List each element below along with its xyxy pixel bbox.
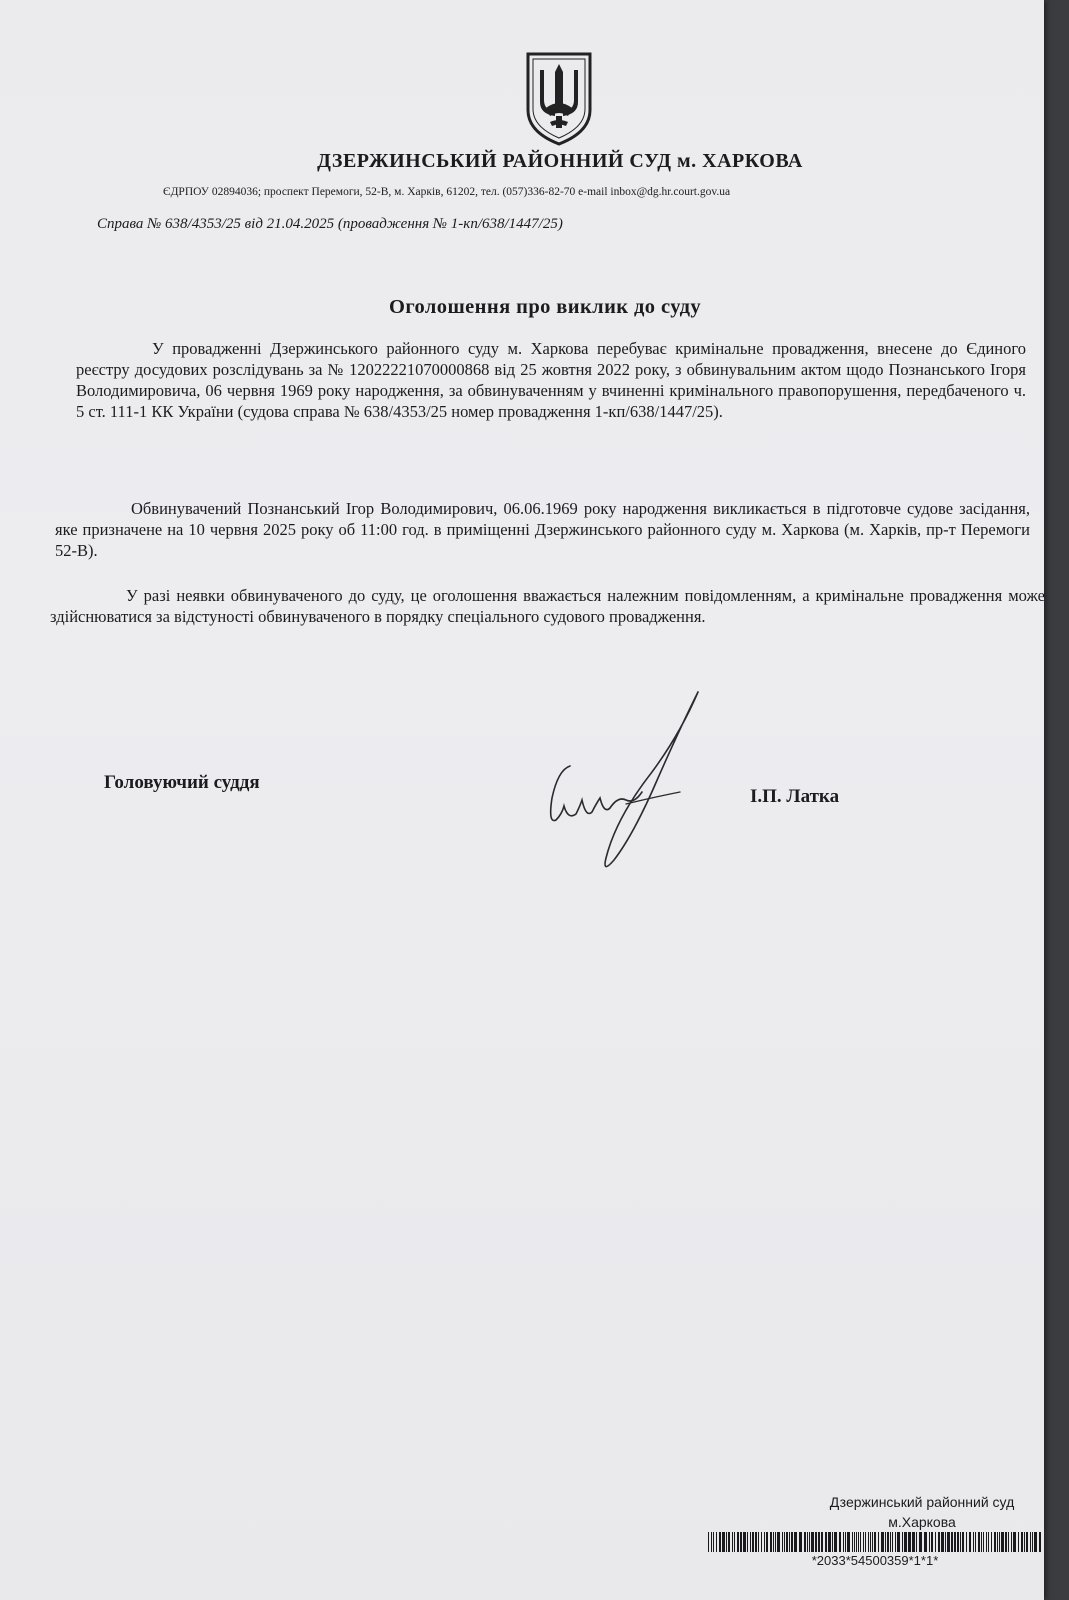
barcode-bar — [743, 1532, 746, 1552]
barcode-bar — [874, 1532, 876, 1552]
barcode-bar — [708, 1532, 709, 1552]
barcode-bar — [758, 1532, 759, 1552]
barcode-bar — [777, 1532, 780, 1552]
barcode-bar — [865, 1532, 866, 1552]
barcode-bar — [726, 1532, 727, 1552]
barcode-bar — [1024, 1532, 1025, 1552]
barcode-bar — [947, 1532, 950, 1552]
barcode-bar — [988, 1532, 989, 1552]
barcode-bar — [983, 1532, 984, 1552]
barcode-bar — [966, 1532, 967, 1552]
barcode-bar — [770, 1532, 772, 1552]
barcode-bar — [794, 1532, 797, 1552]
barcode-bar — [752, 1532, 754, 1552]
barcode-bar — [1013, 1532, 1016, 1552]
barcode-bar — [945, 1532, 946, 1552]
barcode-bar — [786, 1532, 788, 1552]
barcode-bar — [991, 1532, 992, 1552]
court-name-heading: ДЗЕРЖИНСЬКИЙ РАЙОННИЙ СУД м. ХАРКОВА — [317, 150, 803, 172]
barcode-bar — [828, 1532, 831, 1552]
barcode-bar — [916, 1532, 917, 1552]
notice-paragraph: У провадженні Дзержинського районного суду м. Харкова перебуває кримінальне провадження, внесене до Єдиного реєстру досудових розслідувань за № 12022221070000868 від 25 жовтня 2022 року, з обвинувальним актом щодо Познанського Ігоря Володимировича, 06 червня 1969 року народження, за обвинуваченням у вчиненні кримінального правопорушення, передбаченого ч. 5 ст. 111-1 КК України (судова справа № 638/4353/25 номер провадження 1-кп/638/1447/25). — [76, 339, 1026, 421]
barcode-bar — [722, 1532, 725, 1552]
handwritten-signature — [530, 688, 720, 888]
barcode-bar — [755, 1532, 757, 1552]
notice-title: Оголошення про виклик до суду — [388, 296, 701, 318]
barcode-bar — [887, 1532, 889, 1552]
barcode-bar — [1030, 1532, 1031, 1552]
barcode-bar — [825, 1532, 827, 1552]
barcode-bar — [815, 1532, 817, 1552]
barcode-bar — [997, 1532, 998, 1552]
barcode-bar — [1008, 1532, 1009, 1552]
barcode-bar — [978, 1532, 980, 1552]
barcode-bar — [834, 1532, 837, 1552]
coat-of-arms-icon — [522, 48, 596, 148]
barcode-bar — [854, 1532, 855, 1552]
barcode-bar — [994, 1532, 996, 1552]
barcode-bar — [839, 1532, 841, 1552]
barcode-bar — [931, 1532, 933, 1552]
barcode-bar — [845, 1532, 846, 1552]
barcode-bar — [872, 1532, 873, 1552]
barcode-bar — [924, 1532, 927, 1552]
barcode-bar — [1005, 1532, 1007, 1552]
barcode-bar — [789, 1532, 790, 1552]
barcode-bar — [969, 1532, 971, 1552]
barcode-bar — [856, 1532, 857, 1552]
barcode-number: *2033*54500359*1*1* — [811, 1553, 939, 1568]
signatory-name: І.П. Латка — [750, 786, 840, 807]
barcode-bar — [897, 1532, 900, 1552]
barcode-bar — [902, 1532, 903, 1552]
barcode-bar — [766, 1532, 768, 1552]
barcode-bar — [719, 1532, 721, 1552]
barcode-bar — [811, 1532, 814, 1552]
court-stamp-text — [800, 1492, 1044, 1532]
barcode-bar — [908, 1532, 911, 1552]
court-contacts: ЄДРПОУ 02894036; проспект Перемоги, 52-В, м. Харків, 61202, тел. (057)336-82-70 e-mail inbox@dg.hr.court.gov.ua — [163, 186, 731, 198]
barcode-bar — [935, 1532, 936, 1552]
barcode-bar — [821, 1532, 823, 1552]
notice-paragraph: У разі неявки обвинуваченого до суду, це оголошення вважається належним повідомленням, а кримінальне провадження може здійснюватися за відстуності обвинуваченого в порядку спеціального судового провадження. — [50, 586, 1045, 626]
barcode-bar — [962, 1532, 964, 1552]
barcode-bar — [799, 1532, 802, 1552]
barcode-bar — [975, 1532, 976, 1552]
barcode-bar — [740, 1532, 742, 1552]
barcode-bar — [885, 1532, 886, 1552]
barcode-bar — [951, 1532, 953, 1552]
barcode-bar — [784, 1532, 785, 1552]
barcode-bar — [904, 1532, 907, 1552]
barcode — [708, 1532, 1042, 1552]
court-stamp-line: Дзержинський районний суд — [829, 1494, 1015, 1510]
barcode-bar — [863, 1532, 864, 1552]
barcode-bar — [747, 1532, 748, 1552]
barcode-bar — [929, 1532, 930, 1552]
barcode-bar — [734, 1532, 735, 1552]
signatory-title: Головуючий суддя — [104, 772, 260, 793]
barcode-bar — [892, 1532, 893, 1552]
barcode-bar — [791, 1532, 793, 1552]
barcode-bar — [713, 1532, 714, 1552]
barcode-bar — [868, 1532, 869, 1552]
notice-paragraph: Обвинувачений Познанський Ігор Володимирович, 06.06.1969 року народження викликається в підготовче судове засідання, яке призначене на 10 червня 2025 року об 11:00 год. в приміщенні Дзержинського районного суду м. Харкова (м. Харків, пр-т Перемоги 52-В). — [55, 499, 1030, 560]
barcode-bar — [1018, 1532, 1019, 1552]
barcode-bar — [832, 1532, 833, 1552]
barcode-bar — [773, 1532, 774, 1552]
barcode-bar — [847, 1532, 850, 1552]
barcode-bar — [981, 1532, 982, 1552]
barcode-bar — [1011, 1532, 1012, 1552]
barcode-bar — [919, 1532, 922, 1552]
barcode-bar — [999, 1532, 1000, 1552]
barcode-bar — [843, 1532, 844, 1552]
barcode-bar — [716, 1532, 717, 1552]
barcode-bar — [912, 1532, 915, 1552]
barcode-bar — [878, 1532, 879, 1552]
barcode-bar — [775, 1532, 776, 1552]
barcode-bar — [809, 1532, 810, 1552]
barcode-bar — [737, 1532, 739, 1552]
barcode-bar — [890, 1532, 891, 1552]
barcode-bar — [1026, 1532, 1028, 1552]
barcode-bar — [960, 1532, 961, 1552]
barcode-bar — [881, 1532, 884, 1552]
barcode-bar — [895, 1532, 896, 1552]
barcode-bar — [954, 1532, 956, 1552]
barcode-bar — [1034, 1532, 1037, 1552]
barcode-bar — [728, 1532, 730, 1552]
barcode-bar — [870, 1532, 871, 1552]
barcode-bar — [957, 1532, 959, 1552]
barcode-bar — [711, 1532, 712, 1552]
case-reference: Справа № 638/4353/25 від 21.04.2025 (провадження № 1-кп/638/1447/25) — [97, 216, 563, 232]
barcode-bar — [852, 1532, 853, 1552]
barcode-bar — [1021, 1532, 1023, 1552]
barcode-bar — [764, 1532, 765, 1552]
barcode-bar — [750, 1532, 751, 1552]
barcode-bar — [1039, 1532, 1041, 1552]
barcode-bar — [858, 1532, 859, 1552]
barcode-bar — [860, 1532, 861, 1552]
barcode-bar — [941, 1532, 944, 1552]
barcode-bar — [938, 1532, 940, 1552]
court-stamp-line: м.Харкова — [888, 1514, 956, 1530]
barcode-bar — [804, 1532, 806, 1552]
barcode-bar — [818, 1532, 820, 1552]
barcode-bar — [973, 1532, 974, 1552]
barcode-bar — [1032, 1532, 1033, 1552]
barcode-bar — [732, 1532, 733, 1552]
barcode-bar — [807, 1532, 808, 1552]
barcode-bar — [986, 1532, 987, 1552]
barcode-bar — [761, 1532, 762, 1552]
barcode-bar — [782, 1532, 783, 1552]
barcode-bar — [1001, 1532, 1004, 1552]
